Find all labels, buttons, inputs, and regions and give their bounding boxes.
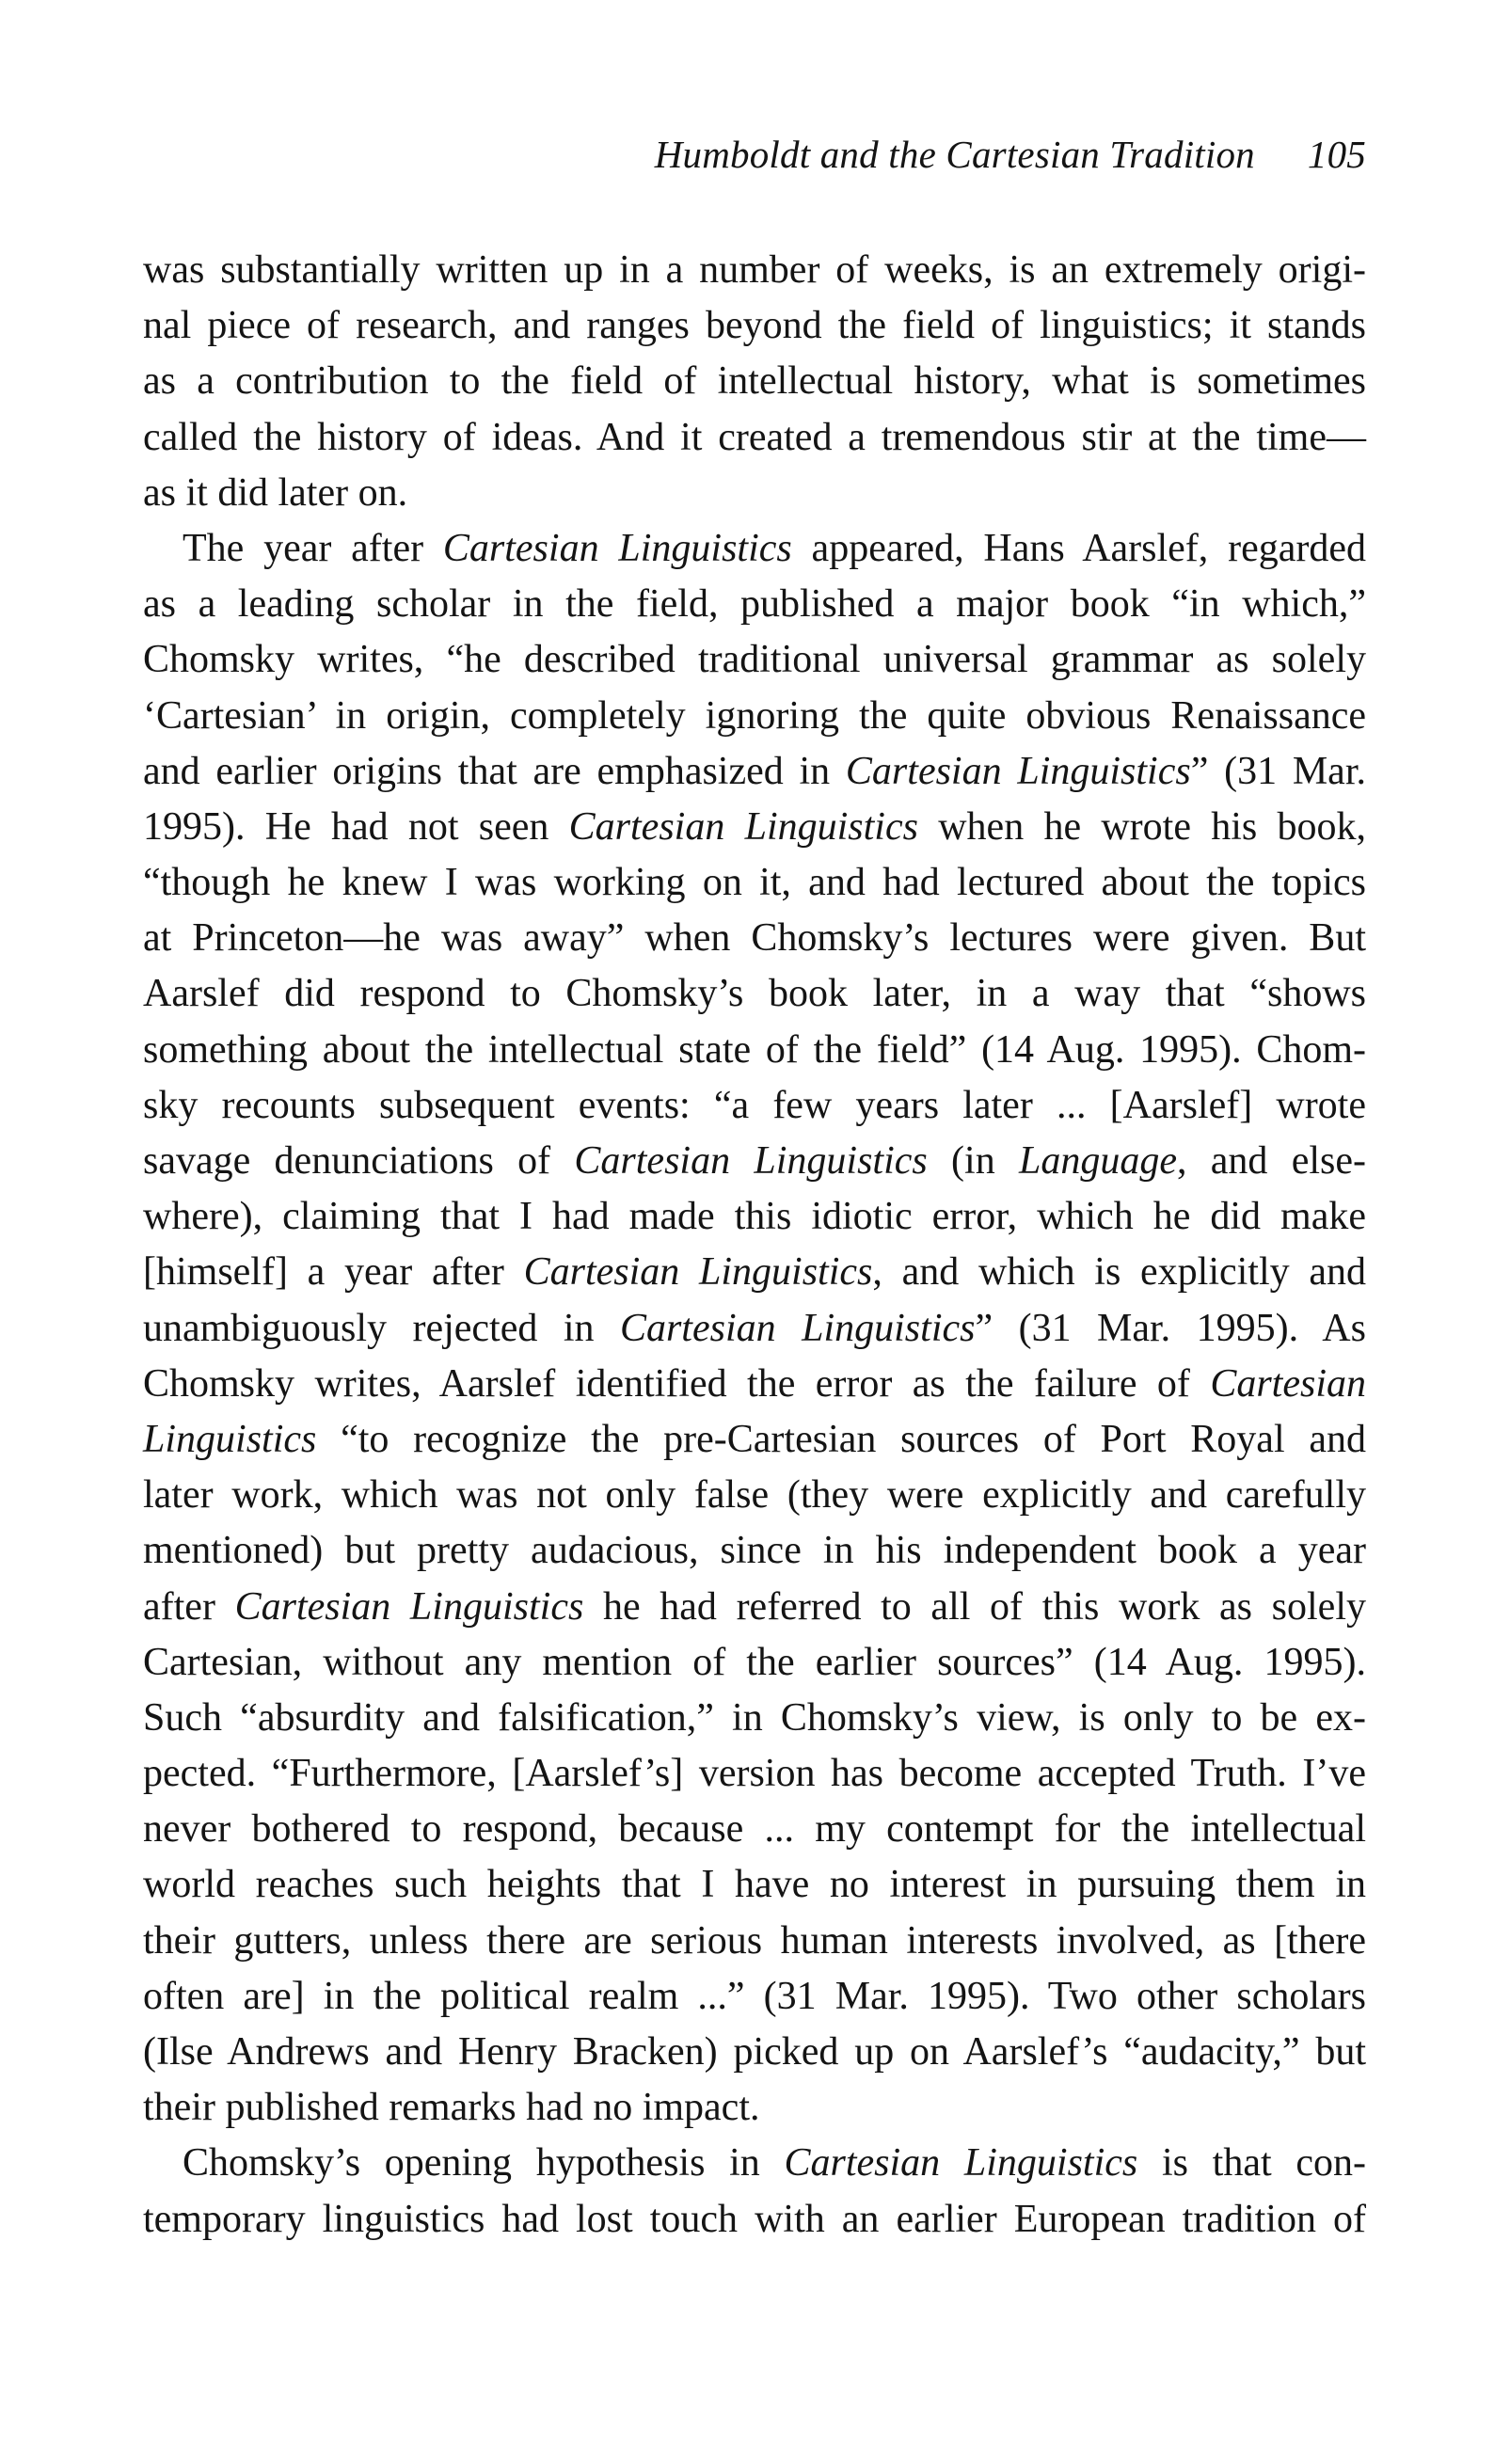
text-line (143, 1357, 1366, 1412)
text-segment: nal piece of research, and ranges beyond the field of linguistics; it stands (143, 304, 1366, 348)
page-number: 105 (1307, 133, 1366, 176)
text-line (143, 1301, 1366, 1357)
body-text (143, 243, 1366, 2248)
text-line (143, 1691, 1366, 1746)
text-segment: appeared, Hans Aarslef, regarded (791, 526, 1366, 570)
text-segment: (Ilse Andrews and Henry Bracken) picked up on Aarslef’s “audacity,” but (143, 2030, 1366, 2074)
text-segment: [himself] a year after (143, 1250, 524, 1295)
text-line (143, 521, 1366, 577)
text-segment: something about the intellectual state of the field” (14 Aug. 1995). Chom- (143, 1027, 1366, 1072)
text-segment: never bothered to respond, because ... my contempt for the intellectual (143, 1807, 1366, 1852)
italic-title: Cartesian (1210, 1361, 1366, 1406)
text-line (143, 1245, 1366, 1300)
text-line (143, 466, 1366, 521)
text-segment: as a leading scholar in the field, published a major book “in which,” (143, 582, 1366, 627)
text-line (143, 1914, 1366, 1969)
text-segment: Cartesian, without any mention of the earlier sources” (14 Aug. 1995). (143, 1640, 1366, 1684)
text-segment: sky recounts subsequent events: “a few years later ... [Aarslef] wrote (143, 1083, 1366, 1127)
text-segment: (in (927, 1139, 1019, 1183)
text-line (143, 800, 1366, 855)
text-segment: their gutters, unless there are serious human interests involved, as [there (143, 1918, 1366, 1963)
text-segment: ” (31 Mar. 1995). As (975, 1306, 1366, 1350)
text-line (143, 1412, 1366, 1468)
text-line (143, 1189, 1366, 1245)
text-segment: is that con- (1137, 2141, 1366, 2186)
italic-title: Cartesian Linguistics (523, 1250, 873, 1295)
text-segment: Such “absurdity and falsification,” in Chomsky’s view, is only to be ex- (143, 1695, 1366, 1740)
italic-title: Cartesian Linguistics (234, 1584, 584, 1629)
text-segment: later work, which was not only false (they were explicitly and carefully (143, 1473, 1366, 1518)
text-segment: often are] in the political realm ...” (31 Mar. 1995). Two other scholars (143, 1974, 1366, 2018)
text-line (143, 1023, 1366, 1078)
text-segment: “though he knew I was working on it, and had lectured about the topics (143, 861, 1366, 905)
text-segment: their published remarks had no impact. (143, 2086, 760, 2130)
text-segment: and earlier origins that are emphasized in (143, 749, 846, 793)
text-segment: world reaches such heights that I have no interest in pursuing them in (143, 1863, 1366, 1907)
text-line (143, 2136, 1366, 2191)
text-line (143, 577, 1366, 632)
text-line (143, 911, 1366, 966)
text-segment: Chomsky’s opening hypothesis in (183, 2141, 785, 2186)
text-segment: at Princeton—he was away” when Chomsky’s lectures were given. But (143, 916, 1366, 961)
text-segment: mentioned) but pretty audacious, since in his independent book a year (143, 1529, 1366, 1573)
text-segment: ‘Cartesian’ in origin, completely ignoring the quite obvious Renaissance (143, 693, 1366, 738)
text-segment: called the history of ideas. And it created a tremendous stir at the time— (143, 415, 1366, 459)
text-segment: was substantially written up in a number of weeks, is an extremely origi- (143, 248, 1366, 292)
text-segment: Aarslef did respond to Chomsky’s book later, in a way that “shows (143, 972, 1366, 1016)
text-line (143, 1580, 1366, 1635)
text-segment: “to recognize the pre-Cartesian sources of Port Royal and (316, 1417, 1366, 1461)
running-head (143, 132, 1366, 190)
text-segment: savage denunciations of (143, 1139, 575, 1183)
text-line (143, 298, 1366, 354)
text-line (143, 1802, 1366, 1857)
text-line (143, 1468, 1366, 1523)
text-line (143, 1857, 1366, 1913)
text-segment: , and else- (1176, 1139, 1366, 1183)
text-segment: he had referred to all of this work as solely (583, 1584, 1366, 1629)
text-segment: where), claiming that I had made this idiotic error, which he did make (143, 1195, 1366, 1239)
italic-title: Linguistics (143, 1417, 317, 1461)
text-line (143, 243, 1366, 298)
text-line (143, 744, 1366, 800)
text-line (143, 1134, 1366, 1189)
text-line (143, 1746, 1366, 1802)
text-line (143, 689, 1366, 744)
text-line (143, 410, 1366, 466)
text-segment: when he wrote his book, (917, 804, 1366, 849)
text-line (143, 855, 1366, 911)
text-segment: as a contribution to the field of intellectual history, what is sometimes (143, 359, 1366, 404)
text-segment: Chomsky writes, Aarslef identified the error as the failure of (143, 1361, 1211, 1406)
text-segment: temporary linguistics had lost touch with an earlier European tradition of (143, 2197, 1366, 2241)
italic-title: Language (1018, 1139, 1177, 1183)
italic-title: Cartesian Linguistics (845, 749, 1191, 793)
text-segment: , and which is explicitly and (872, 1250, 1366, 1295)
text-line (143, 1635, 1366, 1691)
text-line (143, 1078, 1366, 1134)
text-line (143, 966, 1366, 1022)
text-line (143, 1523, 1366, 1579)
text-segment: 1995). He had not seen (143, 804, 569, 849)
text-segment: unambiguously rejected in (143, 1306, 620, 1350)
text-segment: Chomsky writes, “he described traditional universal grammar as solely (143, 638, 1366, 682)
text-line (143, 354, 1366, 409)
text-line (143, 1969, 1366, 2025)
text-segment: as it did later on. (143, 470, 408, 515)
text-line (143, 2025, 1366, 2080)
text-segment: ” (31 Mar. (1190, 749, 1366, 793)
italic-title: Cartesian Linguistics (619, 1306, 976, 1350)
book-page (143, 132, 1366, 2248)
text-line (143, 2192, 1366, 2248)
text-line (143, 2080, 1366, 2136)
italic-title: Cartesian Linguistics (568, 804, 918, 849)
italic-title: Cartesian Linguistics (442, 526, 792, 570)
italic-title: Cartesian Linguistics (574, 1139, 928, 1183)
text-segment: The year after (183, 526, 443, 570)
text-segment: pected. “Furthermore, [Aarslef’s] version has become accepted Truth. I’ve (143, 1752, 1366, 1796)
text-line (143, 632, 1366, 688)
running-head-title: Humboldt and the Cartesian Tradition (654, 133, 1255, 176)
italic-title: Cartesian Linguistics (784, 2141, 1138, 2186)
text-segment: after (143, 1584, 235, 1629)
